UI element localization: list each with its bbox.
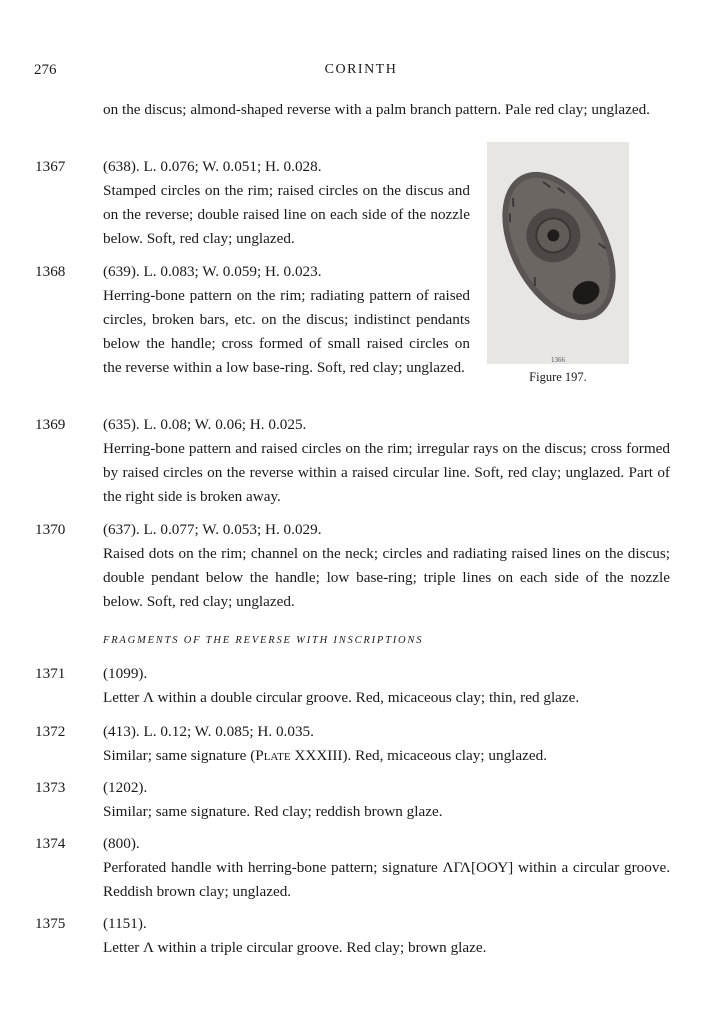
catalog-entry [35, 518, 670, 614]
page-number: 276 [34, 62, 57, 78]
entry-description: Herring-bone pattern on the rim; radiating pattern of raised circles, broken bars, etc. on the discus; indistinct pendants below the handle; cross formed of small raised circles on the reverse within a low base-ring. Soft, red clay; unglazed. [103, 287, 470, 376]
entry-head: (1202). [103, 779, 148, 796]
figure-caption: Figure 197. [529, 370, 587, 384]
entry-number: 1370 [35, 521, 66, 538]
entry-description: Perforated handle with herring-bone pattern; signature ΛΓΛ[ΟΟΥ] within a circular groove. Reddish brown clay; unglazed. [103, 859, 670, 900]
catalog-entry [35, 260, 470, 380]
entry-head: (413). L. 0.12; W. 0.085; H. 0.035. [103, 723, 314, 740]
lamp-photo [487, 142, 629, 364]
fragment-entry [35, 662, 670, 710]
entry-head: (1099). [103, 665, 148, 682]
entry-description: Similar; same signature. Red clay; reddish brown glaze. [103, 803, 443, 820]
figure-image [487, 142, 629, 364]
entry-number: 1374 [35, 835, 66, 852]
entry-head: (638). L. 0.076; W. 0.051; H. 0.028. [103, 158, 322, 175]
entry-head: (800). [103, 835, 140, 852]
catalog-entry [35, 413, 670, 509]
entry-description: Raised dots on the rim; channel on the neck; circles and radiating raised lines on the discus; double pendant below the handle; low base-ring; triple lines on each side of the nozzle below. Soft, red clay; unglazed. [103, 545, 670, 610]
entry-description: Stamped circles on the rim; raised circles on the discus and on the reverse; double raised line on each side of the nozzle below. Soft, red clay; unglazed. [103, 182, 470, 247]
description-text: Similar; same signature ( [103, 747, 256, 764]
entry-number: 1372 [35, 723, 66, 740]
entry-number: 1369 [35, 416, 66, 433]
fragment-entry [35, 720, 670, 768]
running-head: CORINTH [324, 62, 398, 77]
entry-head: (635). L. 0.08; W. 0.06; H. 0.025. [103, 416, 307, 433]
entry-number: 1371 [35, 665, 66, 682]
description-text: ). Red, micaceous clay; unglazed. [342, 747, 547, 764]
figure-number: 1366 [551, 356, 565, 364]
entry-number: 1373 [35, 779, 66, 796]
fragment-entry [35, 776, 670, 824]
entry-description [103, 744, 670, 768]
entry-description: Letter Λ within a triple circular groove. Red clay; brown glaze. [103, 939, 487, 956]
entry-head: (1151). [103, 915, 147, 932]
fragment-entry [35, 912, 670, 960]
section-heading: FRAGMENTS OF THE REVERSE WITH INSCRIPTIONS [103, 635, 424, 646]
catalog-entry [35, 155, 470, 251]
entry-head: (637). L. 0.077; W. 0.053; H. 0.029. [103, 521, 322, 538]
entry-description: Herring-bone pattern and raised circles on the rim; irregular rays on the discus; cross formed by raised circles on the reverse within a raised circular line. Soft, red clay; unglazed. Part of the right side is broken away. [103, 440, 670, 505]
entry-number: 1375 [35, 915, 66, 932]
fragment-entry [35, 832, 670, 904]
entry-number: 1367 [35, 158, 66, 175]
entry-number: 1368 [35, 263, 66, 280]
continuation-text: on the discus; almond-shaped reverse with a palm branch pattern. Pale red clay; unglazed. [103, 101, 650, 118]
plate-reference: Plate XXXIII [255, 747, 343, 764]
entry-description: Letter Λ within a double circular groove. Red, micaceous clay; thin, red glaze. [103, 689, 580, 706]
entry-head: (639). L. 0.083; W. 0.059; H. 0.023. [103, 263, 322, 280]
